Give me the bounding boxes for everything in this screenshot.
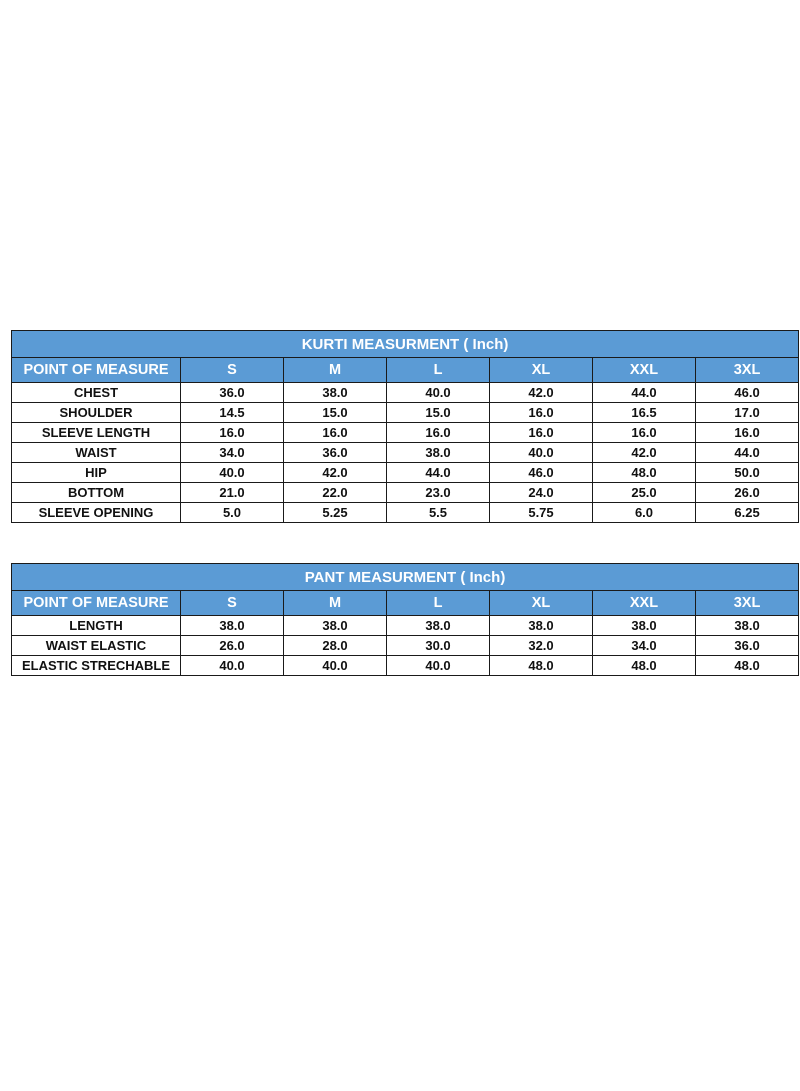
table-row xyxy=(12,616,799,636)
measure-value: 28.0 xyxy=(284,636,387,656)
table-row xyxy=(12,636,799,656)
measure-value: 34.0 xyxy=(181,443,284,463)
measure-value: 26.0 xyxy=(181,636,284,656)
measure-value: 22.0 xyxy=(284,483,387,503)
measure-label: CHEST xyxy=(12,383,181,403)
table-header-row xyxy=(12,591,799,616)
measure-value: 42.0 xyxy=(593,443,696,463)
measure-value: 23.0 xyxy=(387,483,490,503)
column-header-point-of-measure: POINT OF MEASURE xyxy=(12,591,181,616)
measure-value: 14.5 xyxy=(181,403,284,423)
column-header-point-of-measure: POINT OF MEASURE xyxy=(12,358,181,383)
measure-value: 38.0 xyxy=(593,616,696,636)
measure-value: 40.0 xyxy=(181,656,284,676)
table-row xyxy=(12,383,799,403)
column-header-size-xxl: XXL xyxy=(593,358,696,383)
measure-value: 48.0 xyxy=(593,656,696,676)
measure-value: 5.0 xyxy=(181,503,284,523)
measure-value: 38.0 xyxy=(696,616,799,636)
column-header-size-xl: XL xyxy=(490,358,593,383)
table-row xyxy=(12,423,799,443)
kurti-table-title: KURTI MEASURMENT ( Inch) xyxy=(12,331,799,358)
column-header-size-l: L xyxy=(387,358,490,383)
measure-label: HIP xyxy=(12,463,181,483)
measure-value: 16.5 xyxy=(593,403,696,423)
measure-value: 40.0 xyxy=(387,383,490,403)
measure-label: LENGTH xyxy=(12,616,181,636)
column-header-size-l: L xyxy=(387,591,490,616)
measure-value: 16.0 xyxy=(490,403,593,423)
table-title-row xyxy=(12,331,799,358)
measure-label: SLEEVE LENGTH xyxy=(12,423,181,443)
measure-value: 46.0 xyxy=(696,383,799,403)
column-header-size-xxl: XXL xyxy=(593,591,696,616)
table-row xyxy=(12,403,799,423)
column-header-size-m: M xyxy=(284,591,387,616)
measure-value: 21.0 xyxy=(181,483,284,503)
measure-value: 15.0 xyxy=(284,403,387,423)
measure-value: 40.0 xyxy=(490,443,593,463)
measure-value: 38.0 xyxy=(284,616,387,636)
measure-value: 44.0 xyxy=(593,383,696,403)
measure-label: SHOULDER xyxy=(12,403,181,423)
measure-value: 16.0 xyxy=(387,423,490,443)
column-header-size-3xl: 3XL xyxy=(696,591,799,616)
measure-value: 15.0 xyxy=(387,403,490,423)
measure-value: 36.0 xyxy=(181,383,284,403)
measure-value: 17.0 xyxy=(696,403,799,423)
measure-value: 40.0 xyxy=(387,656,490,676)
measure-value: 5.25 xyxy=(284,503,387,523)
measure-value: 30.0 xyxy=(387,636,490,656)
measure-value: 44.0 xyxy=(696,443,799,463)
table-row xyxy=(12,463,799,483)
column-header-size-s: S xyxy=(181,358,284,383)
measure-value: 46.0 xyxy=(490,463,593,483)
column-header-size-m: M xyxy=(284,358,387,383)
pant-table-title: PANT MEASURMENT ( Inch) xyxy=(12,564,799,591)
measure-value: 16.0 xyxy=(490,423,593,443)
measure-value: 5.5 xyxy=(387,503,490,523)
table-header-row xyxy=(12,358,799,383)
measure-value: 36.0 xyxy=(284,443,387,463)
table-row xyxy=(12,503,799,523)
measure-value: 32.0 xyxy=(490,636,593,656)
measure-value: 24.0 xyxy=(490,483,593,503)
table-row xyxy=(12,656,799,676)
measure-value: 34.0 xyxy=(593,636,696,656)
measure-value: 16.0 xyxy=(696,423,799,443)
table-row xyxy=(12,483,799,503)
measure-value: 38.0 xyxy=(387,443,490,463)
measure-value: 48.0 xyxy=(696,656,799,676)
column-header-size-3xl: 3XL xyxy=(696,358,799,383)
measure-value: 40.0 xyxy=(181,463,284,483)
measure-value: 6.25 xyxy=(696,503,799,523)
measure-value: 38.0 xyxy=(181,616,284,636)
measure-value: 48.0 xyxy=(593,463,696,483)
measure-value: 16.0 xyxy=(284,423,387,443)
pant-measurement-table xyxy=(11,563,799,676)
measure-value: 38.0 xyxy=(490,616,593,636)
measure-label: BOTTOM xyxy=(12,483,181,503)
measure-value: 44.0 xyxy=(387,463,490,483)
measure-value: 42.0 xyxy=(490,383,593,403)
measure-label: SLEEVE OPENING xyxy=(12,503,181,523)
measure-value: 42.0 xyxy=(284,463,387,483)
column-header-size-s: S xyxy=(181,591,284,616)
measure-value: 48.0 xyxy=(490,656,593,676)
measure-value: 5.75 xyxy=(490,503,593,523)
column-header-size-xl: XL xyxy=(490,591,593,616)
measure-value: 36.0 xyxy=(696,636,799,656)
measure-value: 38.0 xyxy=(387,616,490,636)
kurti-measurement-table xyxy=(11,330,799,523)
measure-value: 38.0 xyxy=(284,383,387,403)
measure-value: 25.0 xyxy=(593,483,696,503)
measure-value: 16.0 xyxy=(593,423,696,443)
measure-value: 6.0 xyxy=(593,503,696,523)
measure-value: 16.0 xyxy=(181,423,284,443)
measure-label: WAIST ELASTIC xyxy=(12,636,181,656)
table-title-row xyxy=(12,564,799,591)
table-row xyxy=(12,443,799,463)
measure-label: ELASTIC STRECHABLE xyxy=(12,656,181,676)
measure-label: WAIST xyxy=(12,443,181,463)
measure-value: 26.0 xyxy=(696,483,799,503)
measure-value: 40.0 xyxy=(284,656,387,676)
measure-value: 50.0 xyxy=(696,463,799,483)
